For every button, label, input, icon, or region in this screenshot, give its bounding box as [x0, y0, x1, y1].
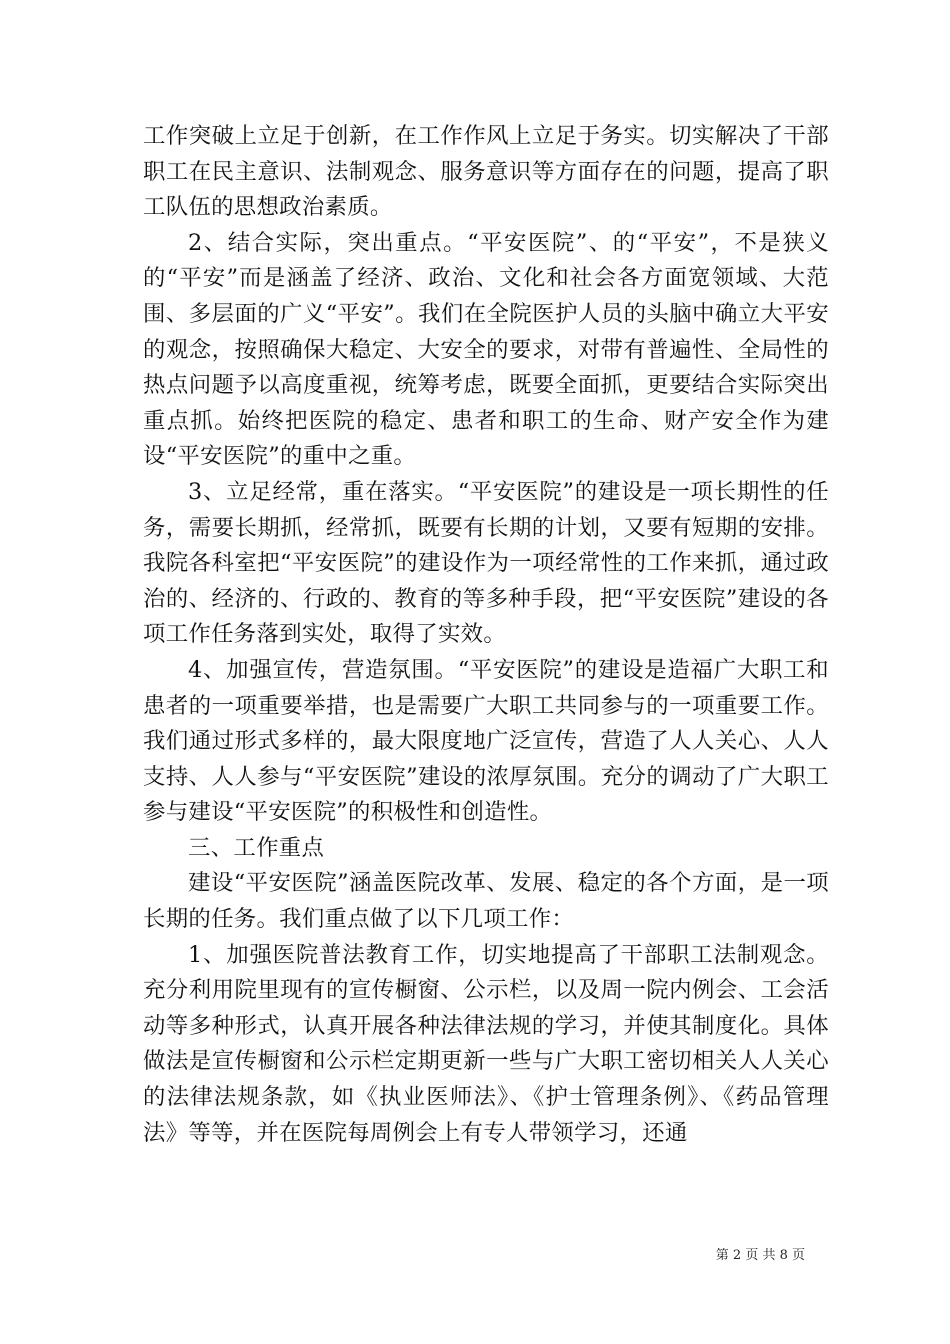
body-text: [143, 119, 829, 1151]
paragraph-1: 工作突破上立足于创新，在工作作风上立足于务实。切实解决了干部职工在民主意识、法制观念、服务意识等方面存在的问题，提高了职工队伍的思想政治素质。: [143, 123, 829, 221]
section-heading-work-focus: 三、工作重点: [188, 834, 325, 861]
paragraph-6: 建设“平安医院”涵盖医院改革、发展、稳定的各个方面，是一项长期的任务。我们重点做了以下几项工作：: [143, 870, 829, 933]
paragraph-2: 2、结合实际，突出重点。“平安医院”、的“平安”，不是狭义的“平安”而是涵盖了经济、政治、文化和社会各方面宽领域、大范围、多层面的广义“平安”。我们在全院医护人员的头脑中确立大平安的观念，按照确保大稳定、大安全的要求，对带有普遍性、全局性的热点问题予以高度重视，统筹考虑，既要全面抓，更要结合实际突出重点抓。始终把医院的稳定、患者和职工的生命、财产安全作为建设“平安医院”的重中之重。: [143, 229, 829, 470]
page-number-footer: 第 2 页 共 8 页: [715, 1248, 805, 1263]
paragraph-3: 3、立足经常，重在落实。“平安医院”的建设是一项长期性的任务，需要长期抓，经常抓，既要有长期的计划，又要有短期的安排。我院各科室把“平安医院”的建设作为一项经常性的工作来抓，通过政治的、经济的、行政的、教育的等多种手段，把“平安医院”建设的各项工作任务落到实处，取得了实效。: [143, 478, 829, 648]
paragraph-4: 4、加强宣传，营造氛围。“平安医院”的建设是造福广大职工和患者的一项重要举措，也是需要广大职工共同参与的一项重要工作。我们通过形式多样的，最大限度地广泛宣传，营造了人人关心、人人支持、人人参与“平安医院”建设的浓厚氛围。充分的调动了广大职工参与建设“平安医院”的积极性和创造性。: [143, 656, 829, 826]
paragraph-7: 1、加强医院普法教育工作，切实地提高了干部职工法制观念。充分利用院里现有的宣传橱窗、公示栏，以及周一院内例会、工会活动等多种形式，认真开展各种法律法规的学习，并使其制度化。具体做法是宣传橱窗和公示栏定期更新一些与广大职工密切相关人人关心的法律法规条款，如《执业医师法》、《护士管理条例》、《药品管理法》等等，并在医院每周例会上有专人带领学习，还通: [143, 941, 829, 1146]
